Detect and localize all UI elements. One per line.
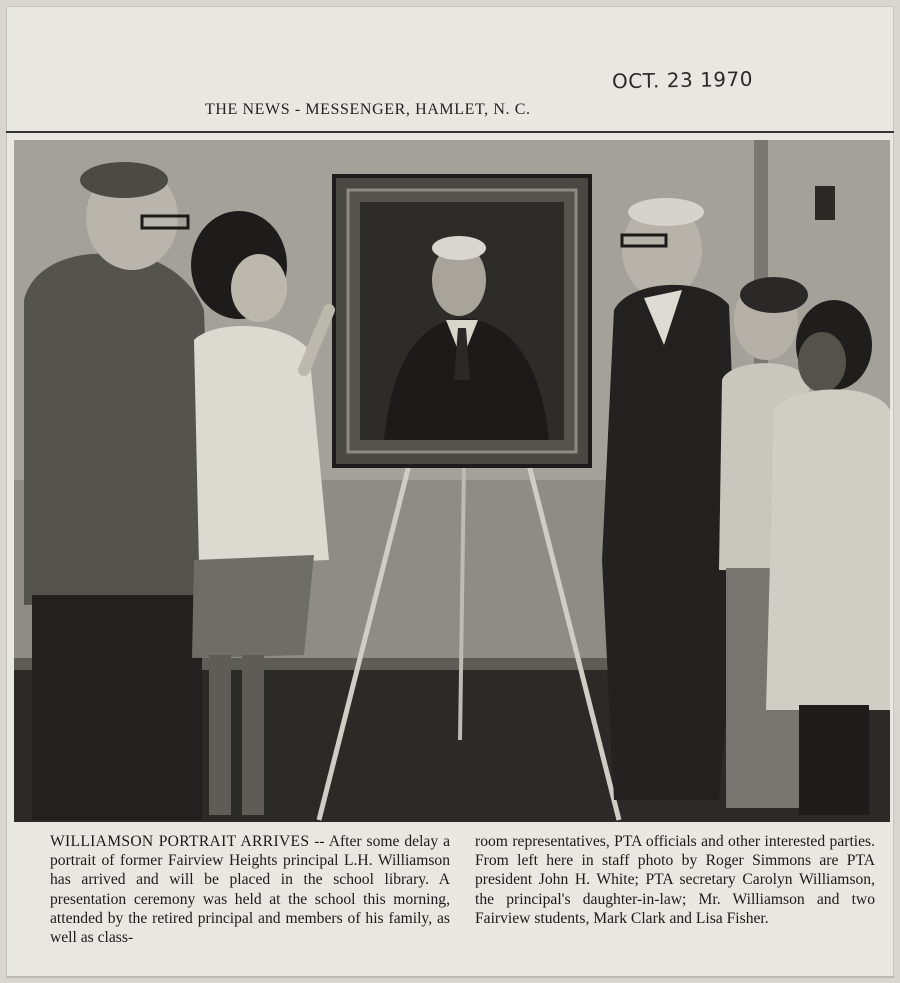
person-1-trousers [32,595,202,820]
caption-column-1 [50,832,450,947]
date-stamp: OCT. 23 1970 [611,66,754,94]
news-photo [14,140,890,822]
caption-separator: -- [309,833,329,850]
wall-switch [815,186,835,220]
person-2-leg-left [209,655,231,815]
portrait-photo-illustration [14,140,890,822]
person-2-leg-right [242,655,264,815]
masthead-rule [6,131,894,133]
person-1-hair [80,162,168,198]
caption-column-2 [475,832,875,928]
person-1-jacket [24,254,214,605]
caption-body-1: After some delay a portrait of former Fairview Heights principal L.H. Williamson has arrived and will be placed in the school library. A presentation ceremony was held at the school this morning, attended by the retired principal and members of his family, as well as class- [50,833,450,947]
person-2-skirt [192,555,314,658]
clipping-bottom-edge [6,976,894,978]
person-5-dress [766,389,890,710]
caption-headline: WILLIAMSON PORTRAIT ARRIVES [50,833,310,850]
person-5-legs [799,705,869,815]
caption-body-2: room representatives, PTA officials and other interested parties. From left here in staff photo by Roger Simmons are PTA president John H. White; PTA secretary Carolyn Williamson, the principal's daughter-in-law; Mr. Williamson and two Fairview students, Mark Clark and Lisa Fisher. [475,833,875,927]
painted-hair [432,236,486,260]
person-3-hair [628,198,704,226]
person-5-face [798,332,846,392]
newspaper-masthead: THE NEWS - MESSENGER, HAMLET, N. C. [205,101,531,118]
person-3-suit [602,285,739,800]
person-2-face [231,254,287,322]
person-4-hair [740,277,808,313]
